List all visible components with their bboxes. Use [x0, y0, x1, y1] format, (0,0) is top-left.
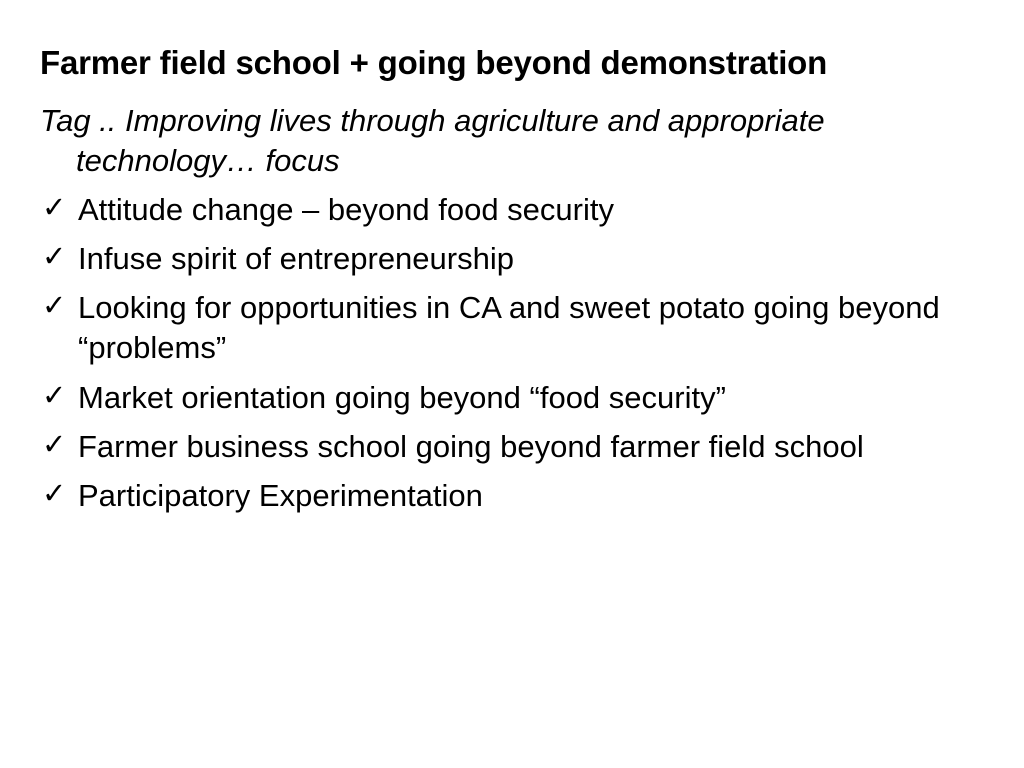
checkmark-icon: ✓	[42, 379, 67, 412]
checkmark-icon: ✓	[42, 191, 67, 224]
list-item	[40, 101, 984, 182]
list-item-text: Looking for opportunities in CA and sweet potato going beyond “problems”	[78, 290, 940, 366]
list-item	[40, 190, 984, 230]
checkmark-icon: ✓	[42, 240, 67, 273]
checkmark-icon: ✓	[42, 478, 67, 511]
list-item	[40, 476, 984, 516]
list-item-text: Infuse spirit of entrepreneurship	[78, 240, 514, 276]
list-item-text: Market orientation going beyond “food security”	[78, 379, 726, 415]
list-item	[40, 427, 984, 467]
slide-body-list	[40, 101, 984, 517]
list-item	[40, 239, 984, 279]
list-item-text: Tag .. Improving lives through agriculture and appropriate technology… focus	[40, 102, 825, 179]
list-item	[40, 288, 984, 369]
list-item-text: Participatory Experimentation	[78, 478, 483, 514]
page-title: Farmer field school + going beyond demonstration	[40, 44, 828, 81]
list-item-text: Farmer business school going beyond farmer field school	[78, 429, 864, 465]
list-item	[40, 378, 984, 418]
checkmark-icon: ✓	[42, 290, 67, 323]
list-item-text: Attitude change – beyond food security	[78, 191, 614, 227]
checkmark-icon: ✓	[42, 429, 67, 462]
